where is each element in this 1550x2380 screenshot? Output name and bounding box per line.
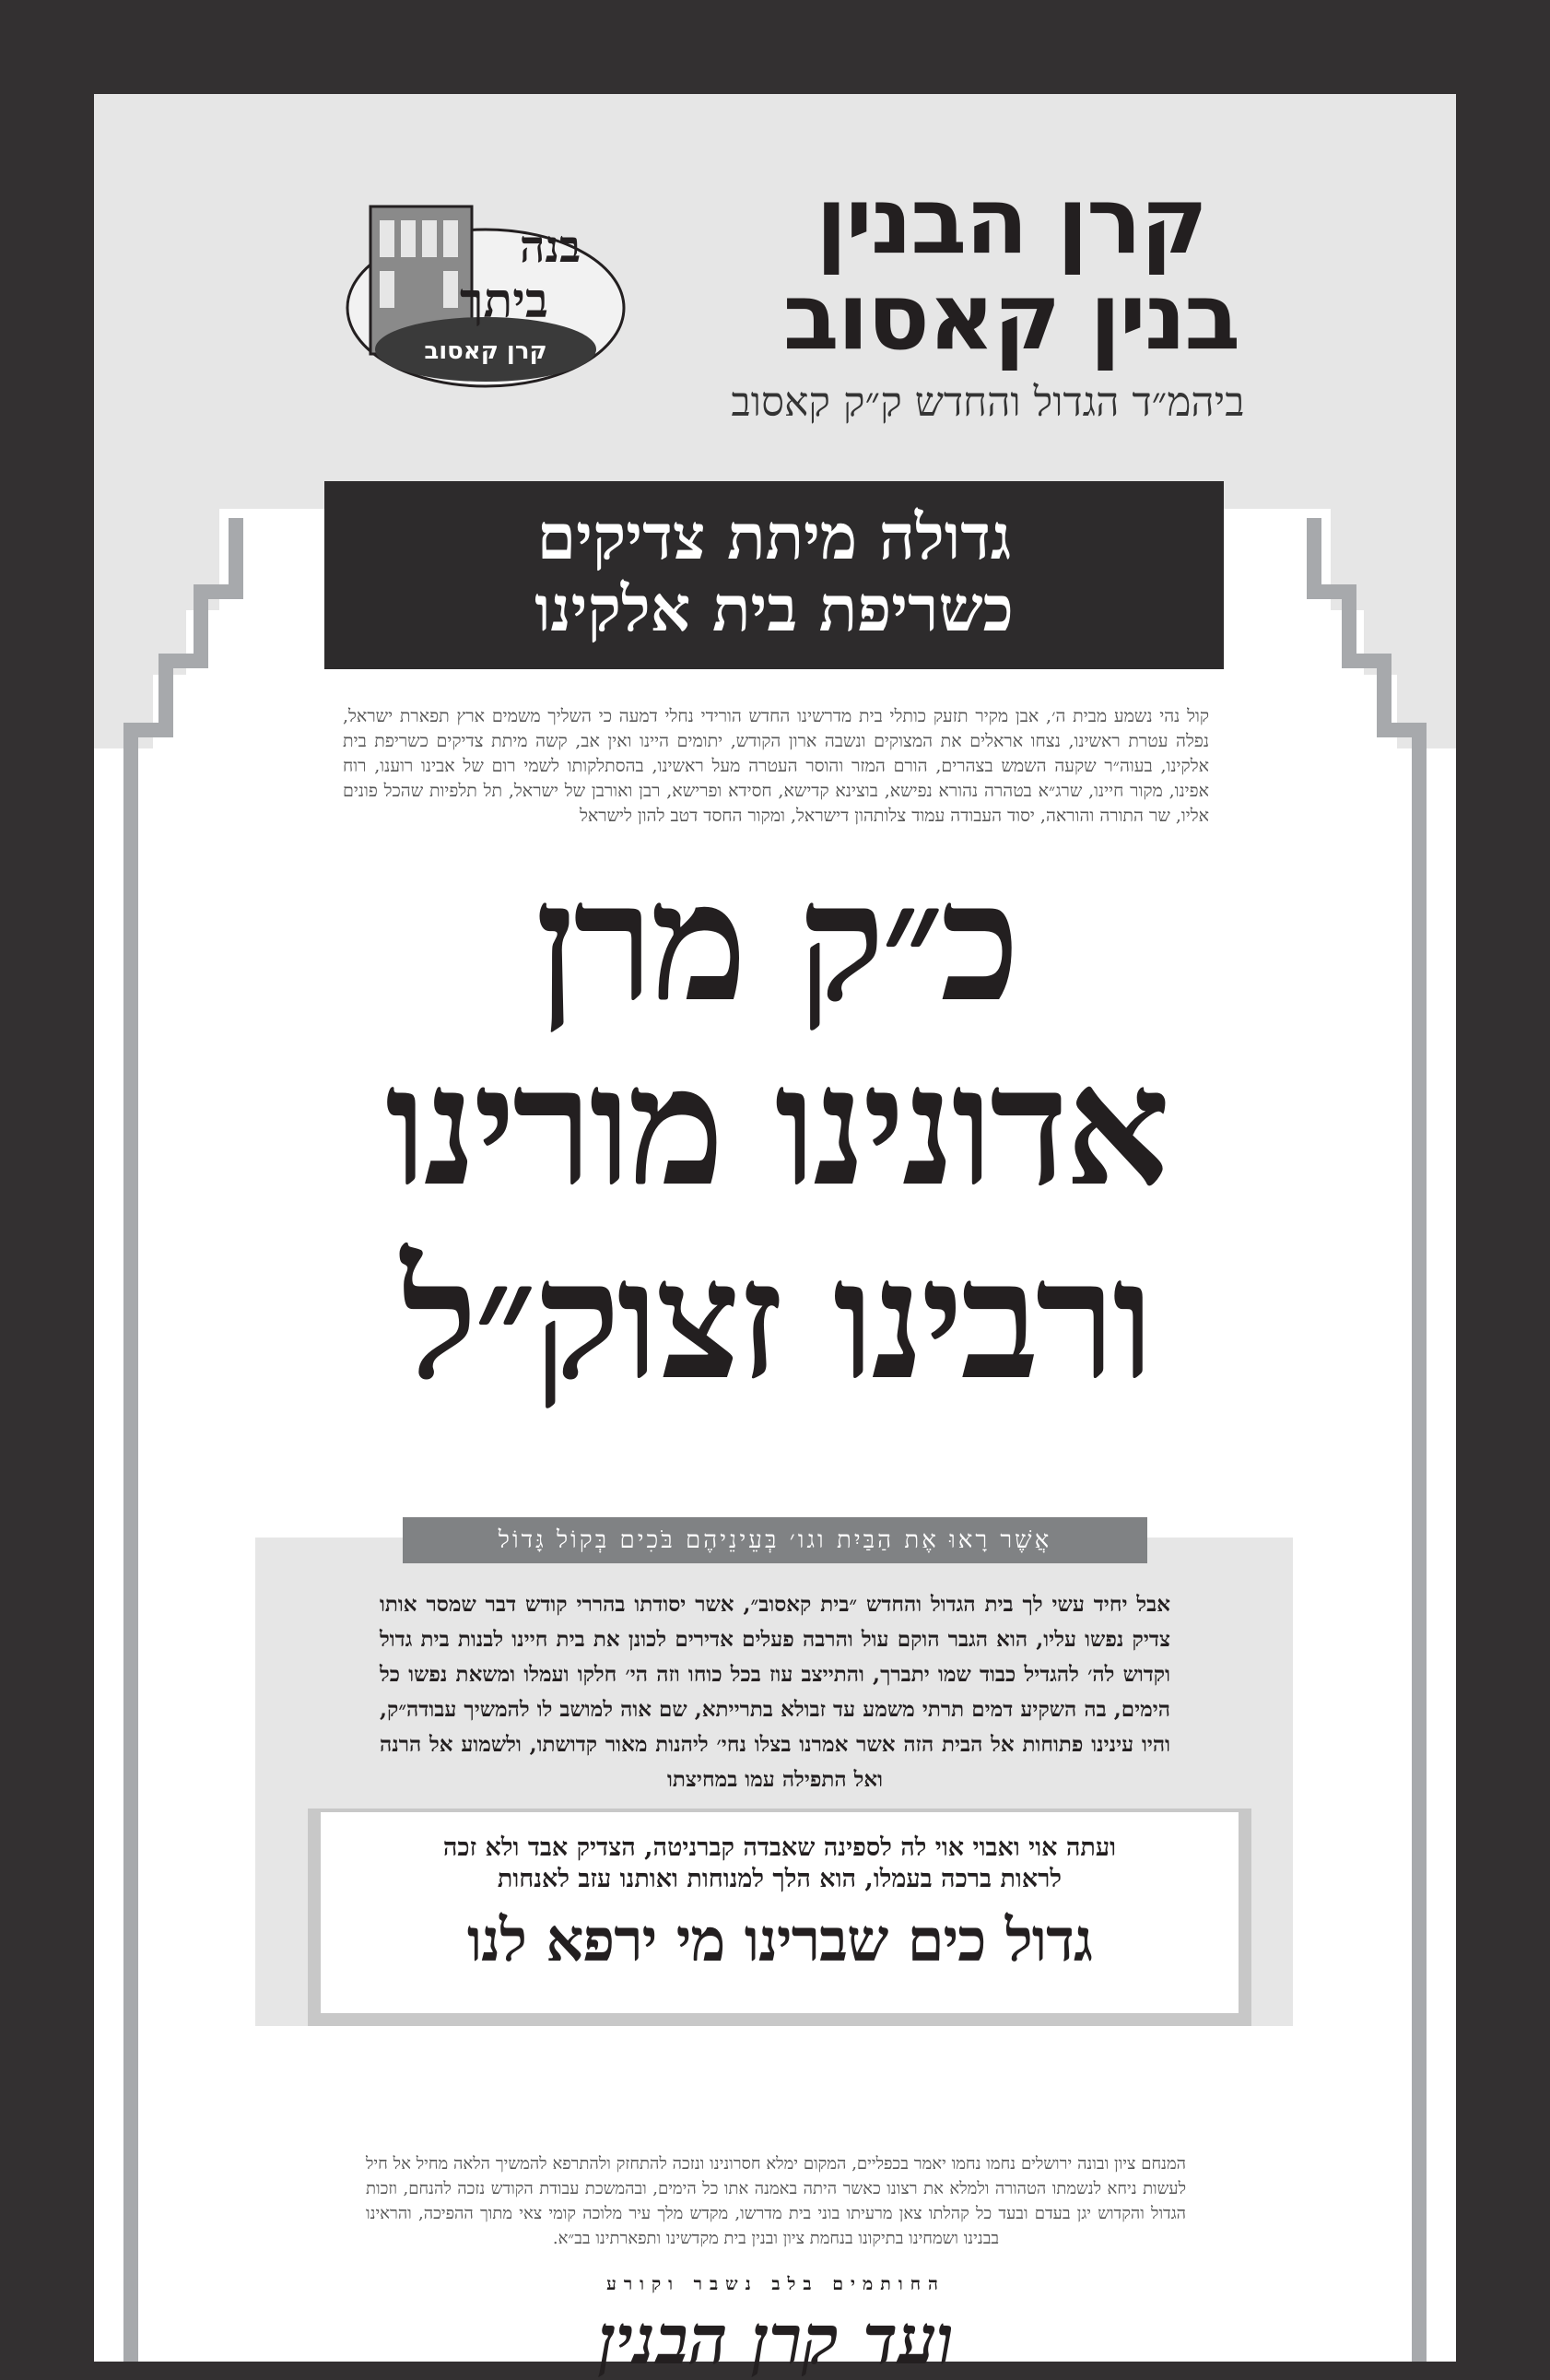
main-title-line3: ורבינו זצוק״ל (401, 1223, 1151, 1416)
main-title-line1: כ״ק מרן (534, 845, 1017, 1038)
intro-paragraph: קול נהי נשמע מבית ה׳, אבן מקיר תזעק כותלי בית מדרשינו החדש הורידי נחלי דמעה כי השליך משמים ארץ תפארת ישראל, נפלה עטרת ראשינו, נצחו אראלים את המצוקים ונשבה ארון הקודש, יתומים היינו ואין אב, קשה מיתת צדיקים כשריפת בית אלקינו, בעוה״ר שקעה השמש בצהרים, הורם המזר והוסר העטרה מעל ראשינו, בהסתלקותו לשמי רום של אבינו רוענו, רוח אפינו, מקור חיינו, שרג״א בטהרה נהורא נפישא, בוצינא קדישא, חסידא ופרישא, רבן ואורבן של ישראל, תל תלפיות שהכל פונים אליו, שר התורה והוראה, יסוד העבודה עמוד צלותהון דישראל, ומקור החסד דטב להון לישראל (343, 706, 1209, 826)
closing-paragraph: המנחם ציון ובונה ירושלים נחמו נחמו יאמר בכפליים, המקום ימלא חסרונינו ונזכה להתחזק ולהתרפא להמשיך הלאה מחיל אל חיל לעשות ניחא לנשמתו הטהורה ולמלא את רצונו כאשר היתה באמנה אתו כל הימים, ובהמשכת עבודת הקודש נזכה להנחם, וזכות הגדול והקדוש יגן בעדם ובעד כל קהלתו צאן מרעיתו בוני בית מדרשו, מקדש מלך עיר מלוכה קומי צאי מתוך ההפיכה, והראינו בבנינו ושמחינו בתיקונו בנחמת ציון ובנין בית מקדשינו ותפארתינו בב״א. (366, 2154, 1186, 2248)
svg-text:קרן קאסוב: קרן קאסוב (424, 337, 547, 365)
header-title-line2: בנין קאסוב (782, 263, 1239, 371)
inner-box-line1: ועתה אוי ואבוי אוי לה לספינה שאבדה קברניטה, הצדיק אבד ולא זכה (442, 1833, 1117, 1862)
inner-box-headline: גדול כים שברינו מי ירפא לנו (466, 1906, 1093, 1975)
banner-line1: גדולה מיתת צדיקים (536, 501, 1012, 574)
building-seal-logo-icon (320, 170, 633, 391)
inner-box-line2: לראות ברכה בעמלו, הוא הלך למנוחות ואותנו עזב לאנחות (497, 1865, 1063, 1893)
main-title-line2: אדונינו מורינו (385, 1030, 1167, 1222)
verse-quote: אֲשֶׁר רָאוּ אֶת הַבַּיִת וגו׳ בְּעֵינֵיהֶם בֹּכִים בְּקוֹל גָּדוֹל (498, 1526, 1052, 1554)
headline-banner (324, 481, 1224, 669)
poster-page (94, 94, 1456, 2380)
header-subtitle: ביהמ״ד הגדול והחדש ק״ק קאסוב (731, 379, 1245, 426)
signature-preface: החותמים בלב נשבר וקורע (606, 2274, 945, 2294)
body-paragraph: אבל יחיד עשי לך בית הגדול והחדש ״בית קאסוב״, אשר יסודתו בהררי קודש דבר שמסר אותו צדיק נפשו עליו, הוא הגבר הוקם עול והרבה פעלים אדירים לכונן את בית חיינו לבנות בית גדול וקדוש לה׳ להגדיל כבוד שמו יתברך, והתייצב עוז בכל כוחו וזה הי׳ חלקו ועמלו ומשאת נפשו כל הימים, בה השקיע דמים תרתי משמע עד זבולא בתרייתא, שם אוה למושב לו להמשיך עבודה״ק, והיו עינינו פתוחות אל הבית הזה אשר אמרנו בצלו נחי׳ ליהנות מאור קדושתו, ולשמוע אל הרנה ואל התפילה עמו במחיצתו (380, 1592, 1170, 1792)
inner-box (321, 1812, 1239, 2013)
svg-text:ביתך: ביתך (460, 273, 548, 329)
header-title-line1: קרן הבנין (816, 167, 1206, 275)
banner-line2: כשריפת בית אלקינו (534, 572, 1014, 646)
signature-name: ועד קרן הבנין (597, 2301, 955, 2380)
quote-bar (403, 1517, 1147, 1563)
svg-text:בנה: בנה (519, 221, 581, 273)
